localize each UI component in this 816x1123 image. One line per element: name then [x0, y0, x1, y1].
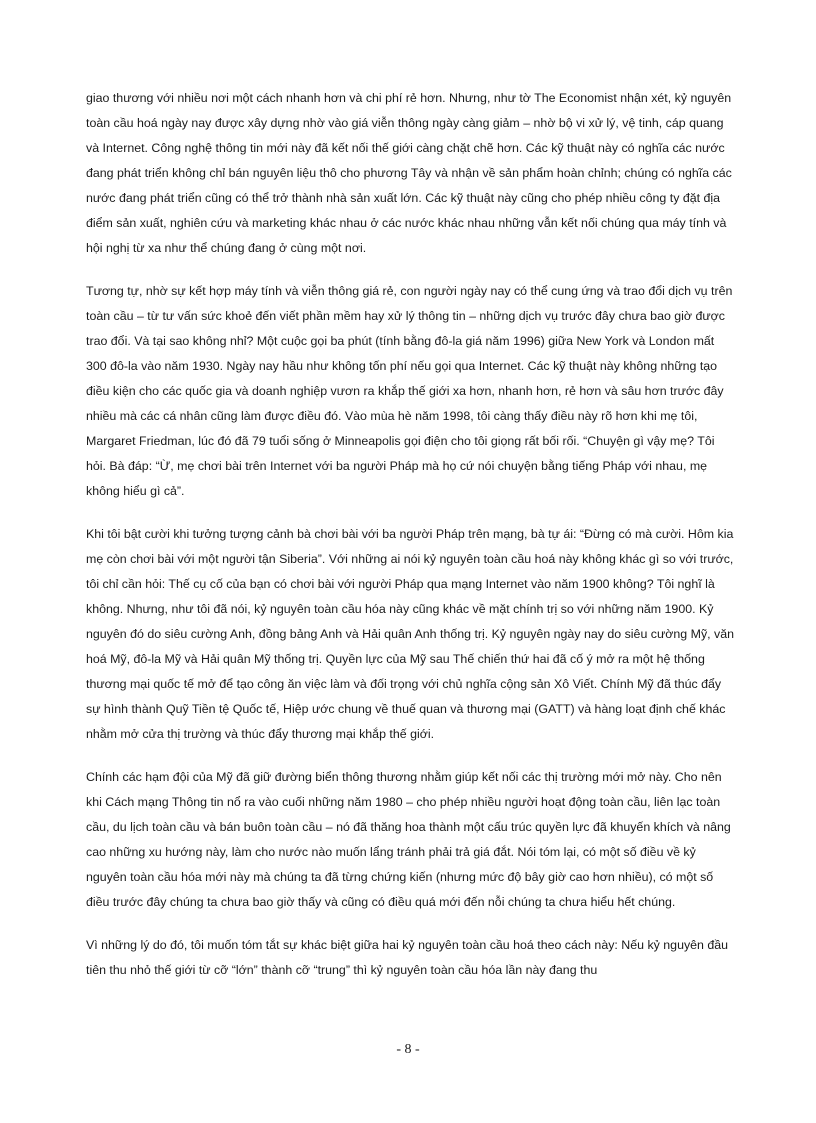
paragraph-5: Vì những lý do đó, tôi muốn tóm tắt sự khác biệt giữa hai kỷ nguyên toàn cầu hoá theo cách này: Nếu kỷ nguyên đầu tiên thu nhỏ thế giới từ cỡ “lớn” thành cỡ “trung” thì kỷ nguyên toàn cầu hóa lần này đang thu [86, 938, 729, 977]
paragraph-3: Khi tôi bật cười khi tưởng tượng cảnh bà chơi bài với ba người Pháp trên mạng, bà tự ái: “Đừng có mà cười. Hôm kia mẹ còn chơi bài với một người tận Siberia”. Với những ai nói kỷ nguyên toàn cầu hoá này không khác gì so với trước, tôi chỉ cần hỏi: Thế cụ cố của bạn có chơi bài với người Pháp qua mạng Internet vào năm 1900 không? Tôi nghĩ là không. Nhưng, như tôi đã nói, kỷ nguyên toàn cầu hóa này cũng khác về mặt chính trị so với những năm 1900. Kỷ nguyên đó do siêu cường Anh, đồng bảng Anh và Hải quân Anh thống trị. Kỷ nguyên ngày nay do siêu cường Mỹ, văn hoá Mỹ, đô-la Mỹ và Hải quân Mỹ thống trị. Quyền lực của Mỹ sau Thế chiến thứ hai đã cố ý mở ra một hệ thống thương mại quốc tế mở để tạo công ăn việc làm và đối trọng với chủ nghĩa cộng sản Xô Viết. Chính Mỹ đã thúc đẩy sự hình thành Quỹ Tiền tệ Quốc tế, Hiệp ước chung về thuế quan và thương mại (GATT) và hàng loạt định chế khác nhằm mở cửa thị trường và thúc đẩy thương mại khắp thế giới. [86, 527, 734, 741]
paragraph-1: giao thương với nhiều nơi một cách nhanh hơn và chi phí rẻ hơn. Nhưng, như tờ The Economist nhận xét, kỷ nguyên toàn cầu hoá ngày nay được xây dựng nhờ vào giá viễn thông ngày càng giảm – nhờ bộ vi xử lý, vệ tinh, cáp quang và Internet. Công nghệ thông tin mới này đã kết nối thế giới càng chặt chẽ hơn. Các kỹ thuật này có nghĩa các nước đang phát triển không chỉ bán nguyên liệu thô cho phương Tây và nhận về sản phẩm hoàn chỉnh; chúng có nghĩa các nước đang phát triển cũng có thể trở thành nhà sản xuất lớn. Các kỹ thuật này cũng cho phép nhiều công ty đặt địa điểm sản xuất, nghiên cứu và marketing khác nhau ở các nước khác nhau những vẫn kết nối chúng qua máy tính và hội nghị từ xa như thể chúng đang ở cùng một nơi. [86, 91, 732, 255]
page-number: - 8 - [396, 1042, 420, 1057]
page-body [86, 86, 734, 1001]
paragraph-2: Tương tự, nhờ sự kết hợp máy tính và viễn thông giá rẻ, con người ngày nay có thể cung ứng và trao đổi dịch vụ trên toàn cầu – từ tư vấn sức khoẻ đến viết phần mềm hay xử lý thông tin – những dịch vụ trước đây chưa bao giờ được trao đổi. Và tại sao không nhỉ? Một cuộc gọi ba phút (tính bằng đô-la giá năm 1996) giữa New York và London mất 300 đô-la vào năm 1930. Ngày nay hầu như không tốn phí nếu gọi qua Internet. Các kỹ thuật này không những tạo điều kiện cho các quốc gia và doanh nghiệp vươn ra khắp thế giới xa hơn, nhanh hơn, rẻ hơn và sâu hơn trước đây nhiều mà các cá nhân cũng làm được điều đó. Vào mùa hè năm 1998, tôi càng thấy điều này rõ hơn khi mẹ tôi, Margaret Friedman, lúc đó đã 79 tuổi sống ở Minneapolis gọi điện cho tôi giọng rất bối rối. “Chuyện gì vậy mẹ? Tôi hỏi. Bà đáp: “Ừ, mẹ chơi bài trên Internet với ba người Pháp mà họ cứ nói chuyện bằng tiếng Pháp với nhau, mẹ không hiểu gì cả”. [86, 284, 733, 498]
paragraph-4: Chính các hạm đội của Mỹ đã giữ đường biển thông thương nhằm giúp kết nối các thị trường mới mở này. Cho nên khi Cách mạng Thông tin nổ ra vào cuối những năm 1980 – cho phép nhiều người hoạt động toàn cầu, liên lạc toàn cầu, du lịch toàn cầu và bán buôn toàn cầu – nó đã thăng hoa thành một cấu trúc quyền lực đã khuyến khích và nâng cao những xu hướng này, làm cho nước nào muốn lẩng tránh phải trả giá đắt. Nói tóm lại, có một số điều về kỷ nguyên toàn cầu hóa mới này mà chúng ta đã từng chứng kiến (nhưng mức độ bây giờ cao hơn nhiều), có một số điều trước đây chúng ta chưa bao giờ thấy và cũng có điều quá mới đến nỗi chúng ta chưa hiểu hết chúng. [86, 770, 731, 909]
